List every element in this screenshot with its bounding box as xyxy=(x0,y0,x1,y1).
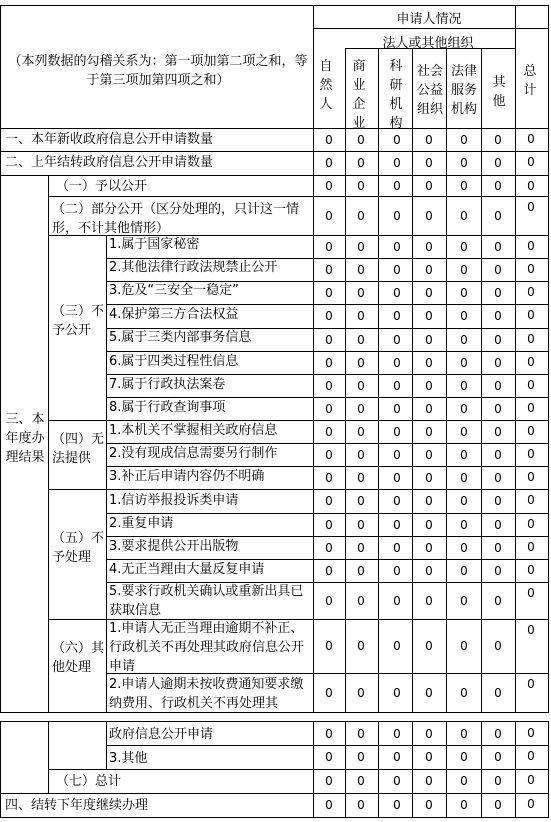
value-cell: 0 xyxy=(393,208,401,223)
row-label-carryover: 二、上年结转政府信息公开申请数量 xyxy=(5,155,214,170)
grid-line xyxy=(313,258,549,259)
value-cell: 0 xyxy=(460,470,468,485)
value-cell: 0 xyxy=(357,470,365,485)
value-cell: 0 xyxy=(494,355,502,370)
grid-line xyxy=(378,48,379,818)
value-cell: 0 xyxy=(425,239,433,254)
grid-line xyxy=(106,559,314,560)
legal-group-header: 法人或其他组织 xyxy=(382,36,474,51)
grid-line xyxy=(106,281,314,282)
value-cell: 0 xyxy=(325,424,333,439)
value-cell: 0 xyxy=(425,517,433,532)
value-cell: 0 xyxy=(494,447,502,462)
value-cell: 0 xyxy=(460,239,468,254)
value-cell: 0 xyxy=(527,378,535,392)
value-cell: 0 xyxy=(425,540,433,555)
value-cell: 0 xyxy=(460,447,468,462)
row-label-unavailable-2: 2.没有现成信息需要另行制作 xyxy=(109,446,278,461)
grid-line xyxy=(106,304,314,305)
grid-line xyxy=(313,28,549,29)
value-cell: 0 xyxy=(393,132,401,147)
value-cell: 0 xyxy=(357,750,365,764)
value-cell: 0 xyxy=(425,424,433,439)
grid-line xyxy=(48,196,314,197)
value-cell: 0 xyxy=(325,517,333,532)
grid-line xyxy=(345,48,346,818)
row-label-other-2: 2.申请人逾期未按收费通知要求缴纳费用、行政机关不再处理其 xyxy=(109,677,304,711)
value-cell: 0 xyxy=(527,424,535,438)
value-cell: 0 xyxy=(325,685,333,700)
row-label-partial: （二）部分公开（区分处理的，只计这一情形，不计其他情形） xyxy=(52,202,300,236)
value-cell: 0 xyxy=(494,470,502,485)
value-cell: 0 xyxy=(460,156,468,170)
value-cell: 0 xyxy=(425,309,433,323)
value-cell: 0 xyxy=(325,355,333,370)
grid-line xyxy=(446,48,447,818)
value-cell: 0 xyxy=(527,749,535,763)
value-cell: 0 xyxy=(357,447,365,462)
col-header-research: 科研机构 xyxy=(389,59,403,131)
value-cell: 0 xyxy=(460,517,468,532)
value-cell: 0 xyxy=(325,639,333,653)
value-cell: 0 xyxy=(494,494,502,508)
grid-line xyxy=(313,466,549,467)
grid-line xyxy=(106,513,314,514)
value-cell: 0 xyxy=(527,332,535,346)
value-cell: 0 xyxy=(325,774,333,788)
grid-line xyxy=(313,5,314,818)
value-cell: 0 xyxy=(425,447,433,462)
value-cell: 0 xyxy=(460,540,468,555)
value-cell: 0 xyxy=(357,178,365,193)
value-cell: 0 xyxy=(357,262,365,277)
value-cell: 0 xyxy=(494,639,502,653)
value-cell: 0 xyxy=(494,309,502,323)
value-cell: 0 xyxy=(527,155,535,169)
value-cell: 0 xyxy=(325,239,333,254)
value-cell: 0 xyxy=(527,493,535,507)
value-cell: 0 xyxy=(425,132,433,147)
value-cell: 0 xyxy=(325,447,333,462)
grid-line xyxy=(313,196,549,197)
value-cell: 0 xyxy=(357,239,365,254)
value-cell: 0 xyxy=(393,593,401,608)
value-cell: 0 xyxy=(527,355,535,369)
value-cell: 0 xyxy=(425,355,433,370)
grid-line xyxy=(106,466,314,467)
value-cell: 0 xyxy=(325,132,333,147)
value-cell: 0 xyxy=(494,262,502,277)
value-cell: 0 xyxy=(425,178,433,193)
grid-line xyxy=(313,304,549,305)
value-cell: 0 xyxy=(325,798,333,812)
value-cell: 0 xyxy=(393,540,401,555)
row-label-withheld-5: 5.属于三类内部事务信息 xyxy=(109,330,252,345)
value-cell: 0 xyxy=(494,540,502,555)
value-cell: 0 xyxy=(393,378,401,393)
value-cell: 0 xyxy=(527,262,535,276)
value-cell: 0 xyxy=(494,517,502,532)
value-cell: 0 xyxy=(425,774,433,788)
value-cell: 0 xyxy=(460,563,468,578)
value-cell: 0 xyxy=(325,401,333,416)
value-cell: 0 xyxy=(325,309,333,323)
page-break-gap xyxy=(0,713,551,721)
value-cell: 0 xyxy=(494,424,502,439)
grid-line xyxy=(106,328,314,329)
value-cell: 0 xyxy=(325,262,333,277)
value-cell: 0 xyxy=(460,685,468,700)
grid-line xyxy=(313,443,549,444)
grid-line xyxy=(0,5,1,818)
value-cell: 0 xyxy=(527,132,535,146)
row-label-open: （一）予以公开 xyxy=(56,179,148,194)
value-cell: 0 xyxy=(425,639,433,653)
col-header-legal-service: 法律服务机构 xyxy=(450,64,477,117)
value-cell: 0 xyxy=(460,750,468,764)
value-cell: 0 xyxy=(393,309,401,323)
value-cell: 0 xyxy=(527,470,535,484)
section-label-not-processed: （五）不予处理 xyxy=(52,531,105,565)
value-cell: 0 xyxy=(357,798,365,812)
value-cell: 0 xyxy=(357,494,365,508)
value-cell: 0 xyxy=(425,262,433,277)
col-header-other: 其他 xyxy=(492,75,506,109)
value-cell: 0 xyxy=(393,285,401,300)
row-label-withheld-1: 1.属于国家秘密 xyxy=(109,237,200,252)
value-cell: 0 xyxy=(460,639,468,653)
value-cell: 0 xyxy=(527,239,535,253)
grid-line xyxy=(48,420,314,421)
row-label-not-processed-5: 5.要求行政机关确认或重新出具已获取信息 xyxy=(109,584,304,618)
value-cell: 0 xyxy=(325,593,333,608)
row-label-withheld-7: 7.属于行政执法案卷 xyxy=(109,377,226,392)
value-cell: 0 xyxy=(357,401,365,416)
grid-line xyxy=(313,281,549,282)
value-cell: 0 xyxy=(393,239,401,254)
value-cell: 0 xyxy=(460,401,468,416)
value-cell: 0 xyxy=(425,208,433,223)
value-cell: 0 xyxy=(357,540,365,555)
value-cell: 0 xyxy=(357,132,365,147)
value-cell: 0 xyxy=(494,208,502,223)
value-cell: 0 xyxy=(357,774,365,788)
value-cell: 0 xyxy=(393,517,401,532)
value-cell: 0 xyxy=(357,355,365,370)
value-cell: 0 xyxy=(425,285,433,300)
value-cell: 0 xyxy=(393,774,401,788)
grid-line xyxy=(48,769,314,770)
col-header-business: 商业企业 xyxy=(352,59,366,131)
value-cell: 0 xyxy=(393,401,401,416)
value-cell: 0 xyxy=(357,285,365,300)
value-cell: 0 xyxy=(425,563,433,578)
value-cell: 0 xyxy=(527,447,535,461)
value-cell: 0 xyxy=(425,378,433,393)
value-cell: 0 xyxy=(527,540,535,554)
row-label-other-1: 1.申请人无正当理由逾期不补正、行政机关不再处理其政府信息公开申请 xyxy=(109,621,305,674)
value-cell: 0 xyxy=(527,773,535,787)
grid-line xyxy=(313,235,549,236)
grid-line xyxy=(106,258,314,259)
value-cell: 0 xyxy=(325,540,333,555)
value-cell: 0 xyxy=(494,774,502,788)
grid-line xyxy=(313,328,549,329)
value-cell: 0 xyxy=(460,424,468,439)
value-cell: 0 xyxy=(460,285,468,300)
value-cell: 0 xyxy=(425,798,433,812)
grid-line xyxy=(48,489,314,490)
value-cell: 0 xyxy=(425,593,433,608)
grid-line xyxy=(515,5,516,818)
value-cell: 0 xyxy=(494,332,502,347)
value-cell: 0 xyxy=(460,132,468,147)
grid-line xyxy=(48,175,49,794)
row-label-withheld-6: 6.属于四类过程性信息 xyxy=(109,354,239,369)
value-cell: 0 xyxy=(425,494,433,508)
grid-line xyxy=(412,48,413,818)
value-cell: 0 xyxy=(393,262,401,277)
value-cell: 0 xyxy=(357,563,365,578)
row-label-not-processed-2: 2.重复申请 xyxy=(109,516,174,531)
value-cell: 0 xyxy=(357,593,365,608)
value-cell: 0 xyxy=(425,470,433,485)
row-label-not-processed-4: 4.无正当理由大量反复申请 xyxy=(109,562,265,577)
value-cell: 0 xyxy=(393,332,401,347)
value-cell: 0 xyxy=(494,285,502,300)
value-cell: 0 xyxy=(527,677,535,691)
grid-line xyxy=(313,351,549,352)
row-label-next-year: 四、结转下年度继续办理 xyxy=(5,798,149,813)
grid-line xyxy=(313,793,549,794)
grid-line xyxy=(313,673,549,674)
grid-line xyxy=(106,374,314,375)
value-cell: 0 xyxy=(527,586,535,600)
col-header-total: 总计 xyxy=(523,64,537,98)
value-cell: 0 xyxy=(325,470,333,485)
value-cell: 0 xyxy=(527,179,535,193)
value-cell: 0 xyxy=(393,798,401,812)
grid-line xyxy=(106,443,314,444)
section-label-withheld: （三）不予公开 xyxy=(52,304,105,338)
value-cell: 0 xyxy=(460,798,468,812)
value-cell: 0 xyxy=(325,563,333,578)
grid-line xyxy=(106,397,314,398)
value-cell: 0 xyxy=(357,639,365,653)
value-cell: 0 xyxy=(460,262,468,277)
row-label-withheld-8: 8.属于行政查询事项 xyxy=(109,400,226,415)
grid-line xyxy=(0,721,549,722)
value-cell: 0 xyxy=(393,156,401,170)
value-cell: 0 xyxy=(460,378,468,393)
value-cell: 0 xyxy=(393,726,401,741)
grid-line xyxy=(313,513,549,514)
value-cell: 0 xyxy=(460,309,468,323)
value-cell: 0 xyxy=(494,593,502,608)
grid-line xyxy=(313,582,549,583)
value-cell: 0 xyxy=(527,285,535,299)
value-cell: 0 xyxy=(325,494,333,508)
value-cell: 0 xyxy=(494,563,502,578)
value-cell: 0 xyxy=(460,726,468,741)
value-cell: 0 xyxy=(393,424,401,439)
value-cell: 0 xyxy=(357,332,365,347)
value-cell: 0 xyxy=(527,726,535,740)
grid-line xyxy=(106,235,107,770)
value-cell: 0 xyxy=(325,726,333,741)
value-cell: 0 xyxy=(527,308,535,322)
grid-line xyxy=(106,351,314,352)
value-cell: 0 xyxy=(425,750,433,764)
col-header-person: 自然人 xyxy=(319,59,333,112)
value-cell: 0 xyxy=(494,726,502,741)
value-cell: 0 xyxy=(527,623,535,637)
value-cell: 0 xyxy=(494,178,502,193)
value-cell: 0 xyxy=(393,355,401,370)
value-cell: 0 xyxy=(527,517,535,531)
grid-line xyxy=(313,769,549,770)
value-cell: 0 xyxy=(527,797,535,811)
value-cell: 0 xyxy=(325,208,333,223)
value-cell: 0 xyxy=(393,639,401,653)
grid-line xyxy=(0,151,314,152)
grid-line xyxy=(0,128,549,129)
grid-line xyxy=(313,397,549,398)
grid-line xyxy=(313,536,549,537)
value-cell: 0 xyxy=(425,332,433,347)
grid-line xyxy=(106,745,314,746)
value-cell: 0 xyxy=(325,750,333,764)
grid-line xyxy=(313,151,549,152)
note-header: （本列数据的勾稽关系为：第一项加第二项之和，等于第三项加第四项之和） xyxy=(8,54,308,88)
col-header-public-welfare: 社会公益组织 xyxy=(416,64,443,117)
value-cell: 0 xyxy=(460,355,468,370)
row-label-unavailable-3: 3.补正后申请内容仍不明确 xyxy=(109,469,265,484)
value-cell: 0 xyxy=(460,774,468,788)
value-cell: 0 xyxy=(393,685,401,700)
value-cell: 0 xyxy=(357,685,365,700)
applicant-header: 申请人情况 xyxy=(396,12,462,27)
grid-line xyxy=(313,619,549,620)
value-cell: 0 xyxy=(393,750,401,764)
grid-line xyxy=(313,374,549,375)
grid-line xyxy=(0,5,549,6)
grid-line xyxy=(106,536,314,537)
value-cell: 0 xyxy=(325,156,333,170)
value-cell: 0 xyxy=(527,401,535,415)
value-cell: 0 xyxy=(460,178,468,193)
value-cell: 0 xyxy=(494,401,502,416)
value-cell: 0 xyxy=(357,208,365,223)
grid-line xyxy=(313,420,549,421)
value-cell: 0 xyxy=(357,156,365,170)
value-cell: 0 xyxy=(393,178,401,193)
value-cell: 0 xyxy=(460,593,468,608)
row-label-not-processed-3: 3.要求提供公开出版物 xyxy=(109,539,239,554)
value-cell: 0 xyxy=(460,332,468,347)
value-cell: 0 xyxy=(325,285,333,300)
value-cell: 0 xyxy=(357,726,365,741)
grid-line xyxy=(0,817,549,818)
grid-line xyxy=(313,745,549,746)
value-cell: 0 xyxy=(325,378,333,393)
grid-line xyxy=(313,489,549,490)
value-cell: 0 xyxy=(494,378,502,393)
row-label-withheld-2: 2.其他法律行政法规禁止公开 xyxy=(109,260,278,275)
value-cell: 0 xyxy=(425,685,433,700)
value-cell: 0 xyxy=(325,178,333,193)
value-cell: 0 xyxy=(460,208,468,223)
value-cell: 0 xyxy=(494,239,502,254)
row-label-withheld-3: 3.危及“三安全一稳定” xyxy=(109,283,239,298)
group-label-results: 三、本年度办理结果 xyxy=(5,412,45,465)
value-cell: 0 xyxy=(425,726,433,741)
section-label-unavailable: （四）无法提供 xyxy=(52,432,105,466)
value-cell: 0 xyxy=(357,424,365,439)
grid-line xyxy=(481,48,482,818)
row-label-not-processed-1: 1.信访举报投诉类申请 xyxy=(109,493,239,508)
value-cell: 0 xyxy=(527,200,535,214)
value-cell: 0 xyxy=(357,309,365,323)
value-cell: 0 xyxy=(494,750,502,764)
row-label-new: 一、本年新收政府信息公开申请数量 xyxy=(5,132,214,147)
grid-line xyxy=(313,559,549,560)
grid-line xyxy=(548,5,549,818)
row-label-total: （七）总计 xyxy=(56,774,122,789)
row-label-other-3: 3.其他 xyxy=(109,751,148,766)
value-cell: 0 xyxy=(494,798,502,812)
value-cell: 0 xyxy=(357,378,365,393)
row-label-withheld-4: 4.保护第三方合法权益 xyxy=(109,307,239,322)
value-cell: 0 xyxy=(425,401,433,416)
value-cell: 0 xyxy=(325,332,333,347)
value-cell: 0 xyxy=(494,156,502,170)
value-cell: 0 xyxy=(393,470,401,485)
value-cell: 0 xyxy=(393,447,401,462)
value-cell: 0 xyxy=(494,685,502,700)
row-label-unavailable-1: 1.本机关不掌握相关政府信息 xyxy=(109,423,278,438)
section-label-other-handling: （六）其他处理 xyxy=(52,641,105,675)
row-label-other-2-cont: 政府信息公开申请 xyxy=(109,727,214,742)
value-cell: 0 xyxy=(494,132,502,147)
value-cell: 0 xyxy=(393,563,401,578)
value-cell: 0 xyxy=(357,517,365,532)
grid-line xyxy=(313,175,549,176)
value-cell: 0 xyxy=(460,494,468,508)
value-cell: 0 xyxy=(393,494,401,508)
value-cell: 0 xyxy=(425,156,433,170)
value-cell: 0 xyxy=(527,563,535,577)
